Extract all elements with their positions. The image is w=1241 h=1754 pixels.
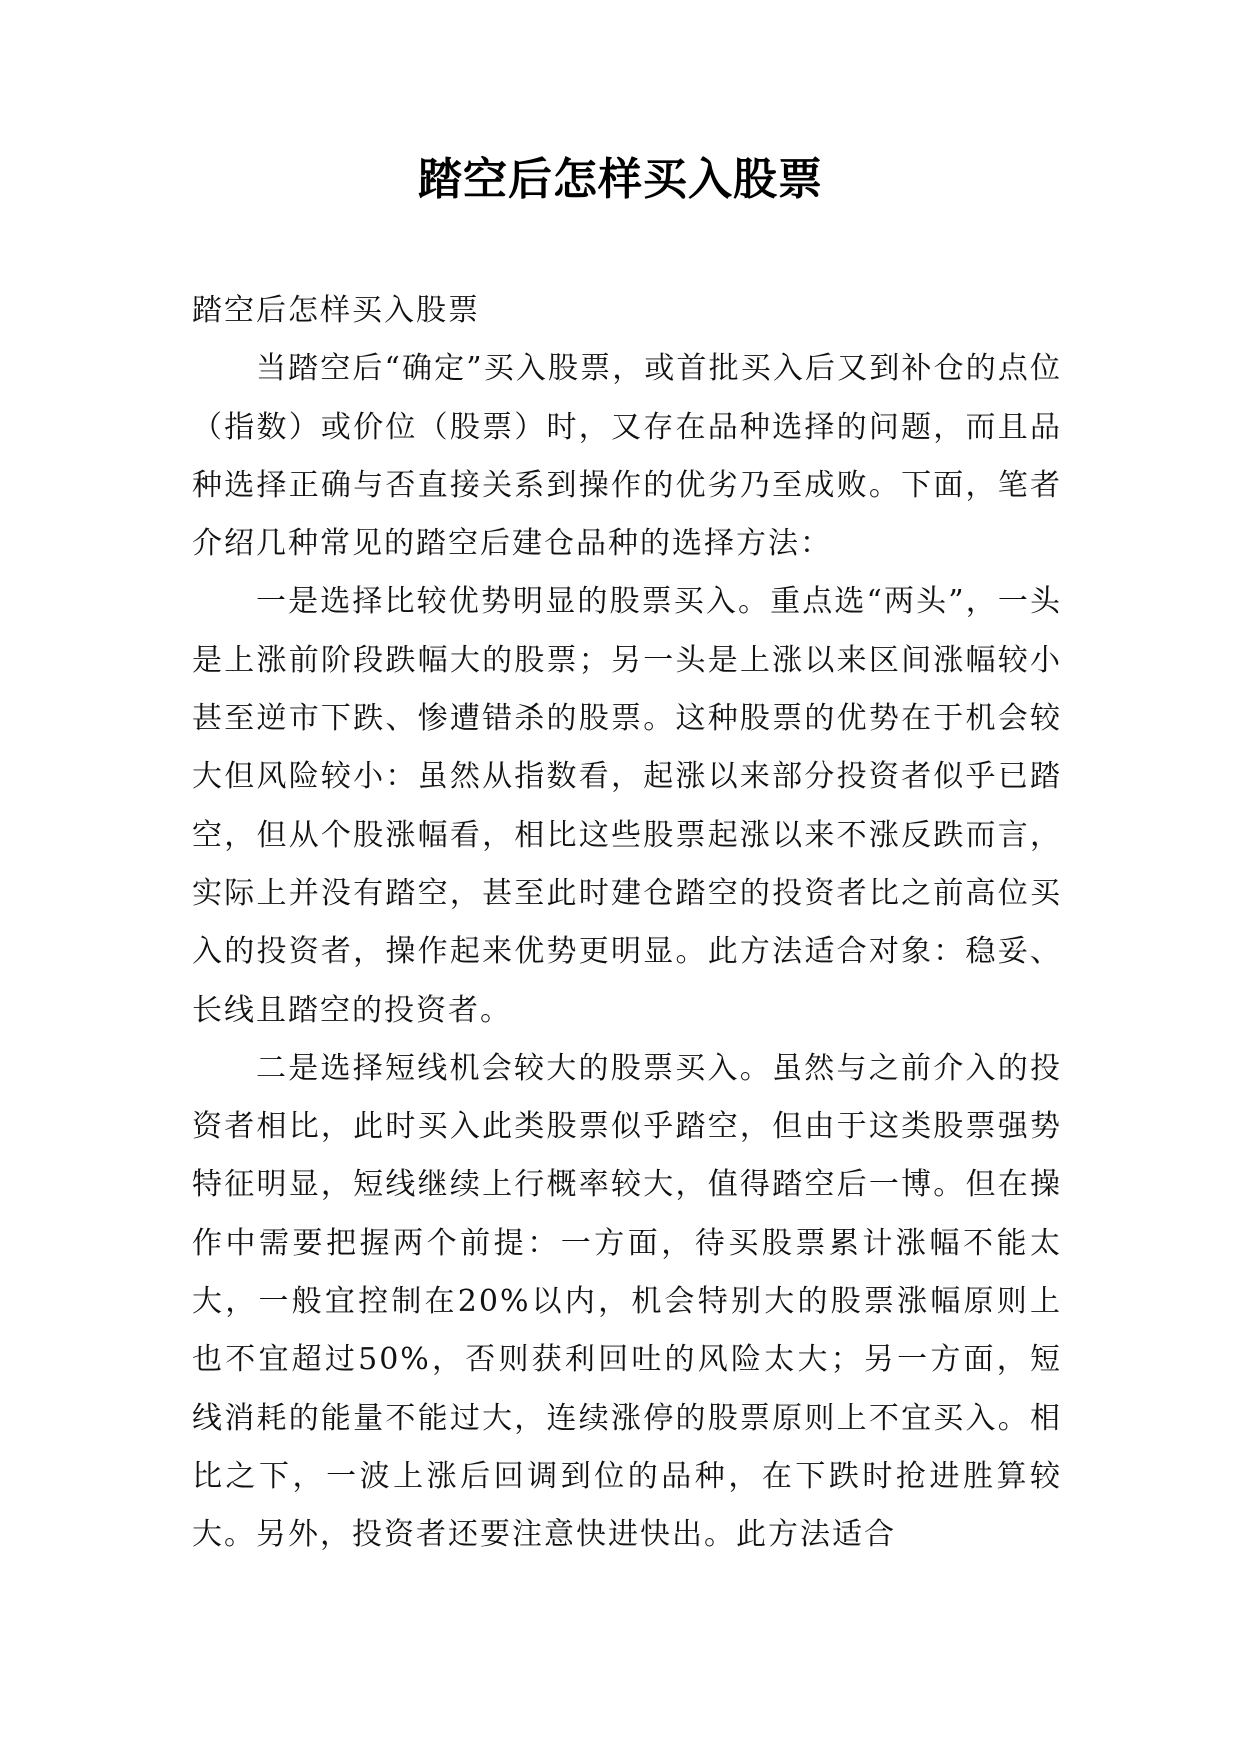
paragraph-method-one: 一是选择比较优势明显的股票买入。重点选“两头”，一头是上涨前阶段跌幅大的股票；另一头是上涨以来区间涨幅较小甚至逆市下跌、惨遭错杀的股票。这种股票的优势在于机会较大但风险较小：虽然从指数看，起涨以来部分投资者似乎已踏空，但从个股涨幅看，相比这些股票起涨以来不涨反跌而言，实际上并没有踏空，甚至此时建仓踏空的投资者比之前高位买入的投资者，操作起来优势更明显。此方法适合对象：稳妥、长线且踏空的投资者。 bbox=[192, 584, 1062, 1028]
document-body bbox=[192, 282, 1062, 1565]
paragraph-method-two: 二是选择短线机会较大的股票买入。虽然与之前介入的投资者相比，此时买入此类股票似乎踏空，但由于这类股票强势特征明显，短线继续上行概率较大，值得踏空后一博。但在操作中需要把握两个前提：一方面，待买股票累计涨幅不能太大，一般宜控制在20%以内，机会特别大的股票涨幅原则上也不宜超过50%，否则获利回吐的风险太大；另一方面，短线消耗的能量不能过大，连续涨停的股票原则上不宜买入。相比之下，一波上涨后回调到位的品种，在下跌时抢进胜算较大。另外，投资者还要注意快进快出。此方法适合 bbox=[192, 1050, 1062, 1553]
paragraph-subtitle: 踏空后怎样买入股票 bbox=[192, 293, 480, 328]
paragraph-intro: 当踏空后“确定”买入股票，或首批买入后又到补仓的点位（指数）或价位（股票）时，又存在品种选择的问题，而且品种选择正确与否直接关系到操作的优劣乃至成败。下面，笔者介绍几种常见的踏空后建仓品种的选择方法： bbox=[192, 351, 1062, 562]
document-title: 踏空后怎样买入股票 bbox=[418, 154, 823, 205]
